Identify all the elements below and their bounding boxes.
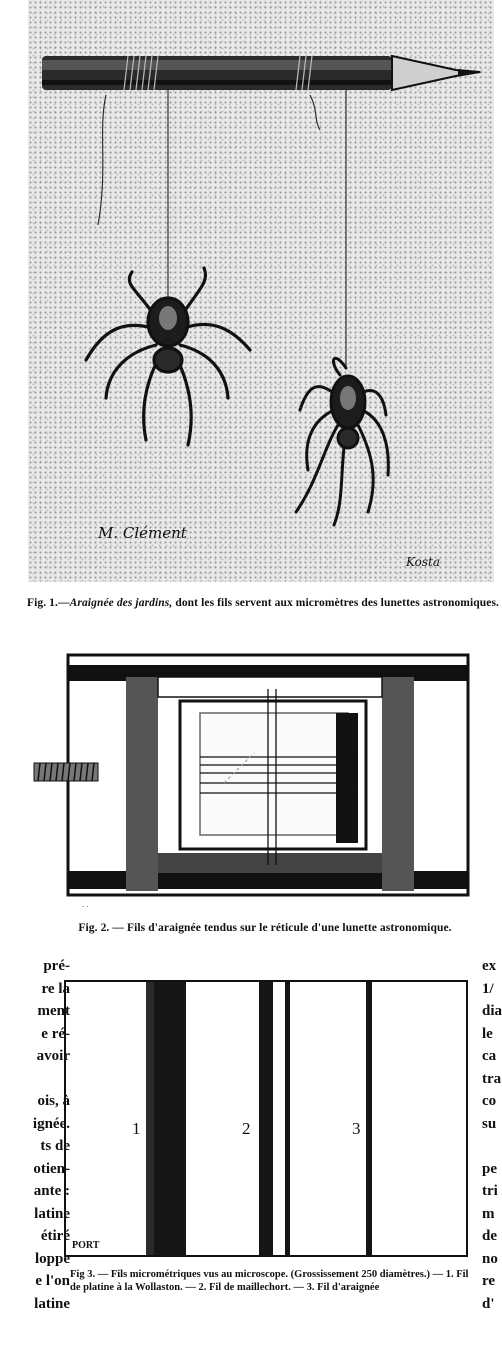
wire-label-3: 3 <box>352 1119 361 1138</box>
left-line: ante : <box>33 1183 70 1199</box>
left-line: re la <box>41 980 70 997</box>
right-text-column <box>482 955 502 1315</box>
left-line: ois, à <box>37 1093 70 1109</box>
left-line-gap <box>33 1068 70 1091</box>
figure-2-illustration <box>64 653 472 911</box>
garden-spider-right <box>296 358 388 525</box>
right-line: le <box>482 1025 493 1042</box>
left-line: e ré- <box>41 1025 70 1042</box>
left-text-column <box>33 955 70 1315</box>
left-line: latine <box>34 1205 70 1222</box>
right-line: ca <box>482 1048 497 1064</box>
right-line: su <box>482 1115 497 1132</box>
left-line: avoir <box>36 1048 70 1064</box>
left-line: étiré <box>40 1228 70 1244</box>
figure-3-caption: Fig 3. — Fils micrométriques vus au microscope. (Grossissement 250 diamètres.) — 1. Fil de platine à la Wollaston. — 2. Fil de maillechort. — 3. Fil d'araignée <box>70 1269 469 1293</box>
pencil <box>42 56 483 90</box>
micrometer-screw <box>34 763 98 781</box>
right-line: re <box>482 1273 496 1289</box>
left-line: ts de <box>40 1138 70 1154</box>
wire-label-2: 2 <box>242 1119 251 1138</box>
left-line: ment <box>37 1003 70 1019</box>
left-line: e l'on <box>35 1273 70 1289</box>
right-line: dia <box>482 1003 502 1019</box>
figure-1-caption-text: dont les fils servent aux micromètres des lunettes astronomiques. <box>172 597 500 609</box>
left-line: pré- <box>43 958 70 974</box>
left-line: latine <box>34 1295 70 1312</box>
figure-1-illustration <box>28 0 494 582</box>
figure-3-corner-mark: PORT <box>72 1240 100 1251</box>
figure-1-caption-title: Araignée des jardins, <box>69 597 173 609</box>
left-line: loppe <box>34 1250 70 1267</box>
right-line: tri <box>482 1183 498 1199</box>
wire-label-1: 1 <box>132 1119 141 1138</box>
right-line: ex <box>482 958 497 974</box>
figure-1-caption-label: Fig. 1.— <box>26 597 70 609</box>
maillechort-wire <box>259 982 273 1255</box>
right-line-gap <box>482 1135 502 1158</box>
left-line: ignée. <box>32 1115 70 1132</box>
right-line: de <box>482 1228 497 1244</box>
engraver-signature: Kosta <box>406 555 441 569</box>
figure-3-illustration <box>64 980 468 1257</box>
spiders-on-pencil-drawing <box>28 0 494 582</box>
right-line: co <box>482 1093 497 1109</box>
right-line: 1/ <box>482 980 494 997</box>
figure-1-caption <box>26 596 500 610</box>
figure-2-caption: Fig. 2. — Fils d'araignée tendus sur le réticule d'une lunette astronomique. <box>78 922 452 934</box>
artist-signature: M. Clément <box>98 524 187 542</box>
right-line: d' <box>482 1295 495 1312</box>
spider-thread <box>366 982 372 1255</box>
right-line: pe <box>482 1160 497 1177</box>
svg-text:. .: . . <box>82 901 89 909</box>
left-line: otien- <box>33 1160 70 1177</box>
right-line: m <box>482 1205 495 1222</box>
micrometric-wires-microscope-view <box>66 982 466 1255</box>
telescope-reticle-drawing <box>64 653 472 911</box>
right-line: tra <box>482 1070 502 1087</box>
right-line: no <box>482 1250 498 1267</box>
